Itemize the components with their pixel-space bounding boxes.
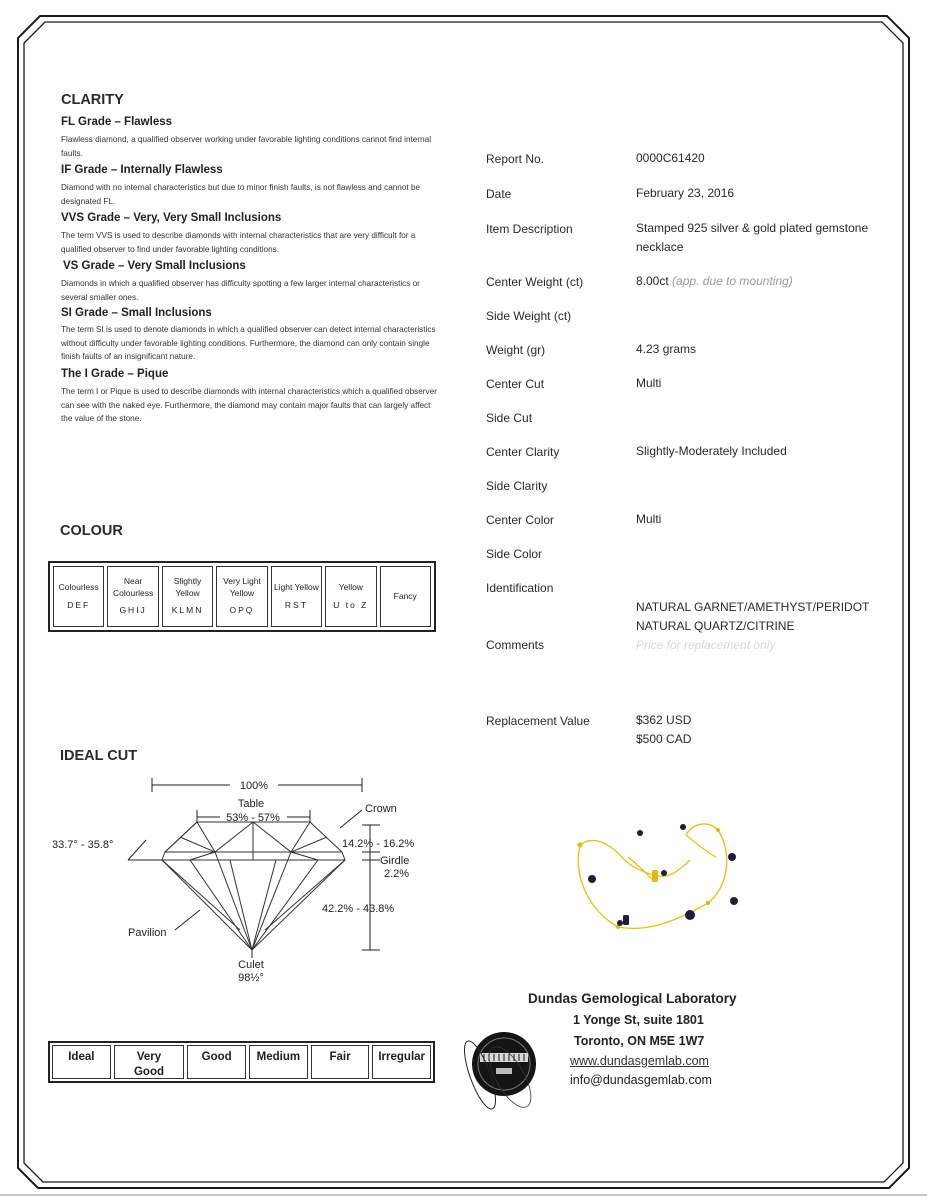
clarity-desc-i: The term I or Pique is used to describe diamonds with internal characteristics which a qualified observer can see with the naked eye. Furthermore, the diamond may contain major faults that can largely affect the value of the stone. [61,387,437,423]
side-cut-label: Side Cut [486,411,533,425]
center-cut-value: Multi [636,376,662,390]
identification-line-1: NATURAL GARNET/AMETHYST/PERIDOT [636,600,870,614]
colour-name: Fancy [393,590,417,601]
colour-codes: DEF [67,599,91,610]
cut-grade-cell: Good [187,1045,246,1079]
clarity-desc-vvs: The term VVS is used to describe diamonds with internal characteristics that are very difficult for a qualified observer to find under favorable lighting conditions. [61,231,416,254]
colour-cell [325,566,376,627]
ideal-cut-title: IDEAL CUT [60,748,138,764]
clarity-title: CLARITY [61,92,124,108]
lab-address-line-2: Toronto, ON M5E 1W7 [574,1034,705,1048]
center-weight-value: 8.00ct [636,274,669,288]
crown-label: Crown [365,803,397,815]
colour-name: Yellow [338,582,363,592]
comments-label: Comments [486,638,545,652]
center-weight-note: (app. due to mounting) [672,274,793,288]
clarity-grade-vvs: VVS Grade – Very, Very Small Inclusions [61,212,282,224]
center-weight-label: Center Weight (ct) [486,275,584,289]
girdle-label: Girdle [380,855,410,867]
clarity-desc-si: The term SI is used to denote diamonds in which a qualified observer can detect internal characteristics without difficulty under favorable lighting conditions. Furthermore, the diamond can only contain single finish faults of an insignificant nature. [61,325,436,361]
center-cut-label: Center Cut [486,377,545,391]
identification-line-2: NATURAL QUARTZ/CITRINE [636,619,795,633]
cut-grade-cell: Medium [249,1045,308,1079]
side-weight-label: Side Weight (ct) [486,309,572,323]
cut-grade-cell: Very Good [114,1045,185,1079]
center-color-label: Center Color [486,513,555,527]
colour-name: Light Yellow [273,582,319,592]
cut-grade-cell: Fair [311,1045,370,1079]
culet-label: Culet [238,959,264,971]
colour-cell [380,566,431,627]
lab-email: info@dundasgemlab.com [570,1073,712,1087]
lab-name: Dundas Gemological Laboratory [528,991,737,1006]
date-value: February 23, 2016 [636,186,735,200]
colour-title: COLOUR [60,523,123,539]
date-label: Date [486,187,512,201]
weight-value: 4.23 grams [636,342,697,356]
cut-grade-table [48,1041,435,1083]
colour-name: Slightly Yellow [173,576,202,598]
colour-cell [162,566,213,627]
colour-codes: OPQ [229,605,255,616]
clarity-grade-fl: FL Grade – Flawless [61,116,173,128]
table-label: Table [237,798,265,810]
colour-scale-table [48,561,436,632]
colour-codes: U to Z [333,599,369,610]
side-clarity-label: Side Clarity [486,479,548,493]
report-no-label: Report No. [486,152,545,166]
girdle-value: 2.2% [384,868,410,880]
center-color-value: Multi [636,512,662,526]
colour-codes: KLMN [171,605,204,616]
center-clarity-value: Slightly-Moderately Included [636,444,787,458]
center-clarity-label: Center Clarity [486,445,560,459]
colour-name: Colourless [58,582,99,592]
colour-cell [107,566,158,627]
pavilion-label: Pavilion [128,927,167,939]
crown-height-label: 14.2% - 16.2% [342,838,415,850]
clarity-grade-i: The I Grade – Pique [61,368,169,380]
replacement-value-label: Replacement Value [486,714,590,728]
clarity-grade-si: SI Grade – Small Inclusions [61,307,212,319]
replacement-cad: $500 CAD [636,732,692,746]
colour-name: Very Light Yellow [223,576,261,598]
clarity-grade-vs: VS Grade – Very Small Inclusions [63,260,246,272]
lab-address-line-1: 1 Yonge St, suite 1801 [573,1013,704,1027]
colour-cell [53,566,104,627]
necklace-image [568,815,758,935]
diamond-proportions-diagram [40,770,440,985]
identification-label: Identification [486,581,554,595]
weight-label: Weight (gr) [486,343,546,357]
clarity-desc-if: Diamond with no internal characteristics but due to minor finish faults, is not flawless and cannot be designated FL. [61,183,421,206]
width-label: 100% [239,780,269,792]
colour-cell [216,566,267,627]
clarity-desc-vs: Diamonds in which a qualified observer has difficulty spotting a few larger internal characteristics or several smaller ones. [61,279,420,302]
colour-codes: RST [284,599,308,610]
colour-codes: GHIJ [119,605,147,616]
comments-value: Price for replacement only [636,638,776,652]
clarity-desc-fl: Flawless diamond, a qualified observer working under favorable lighting conditions cannot find internal faults. [61,135,432,158]
table-range-label: 53% - 57% [226,812,280,824]
lab-seal-stamp [440,1015,560,1115]
side-color-label: Side Color [486,547,543,561]
pavilion-depth-label: 42.2% - 43.8% [322,903,395,915]
lab-website-link[interactable]: www.dundasgemlab.com [570,1054,709,1068]
clarity-grade-if: IF Grade – Internally Flawless [61,164,223,176]
colour-name: Near Colourless [113,576,154,598]
center-weight-value-group [636,272,793,291]
cut-grade-cell: Ideal [52,1045,111,1079]
colour-cell [271,566,322,627]
culet-value: 98½° [238,972,264,984]
report-no-value: 0000C61420 [636,151,705,165]
item-description-label: Item Description [486,222,573,236]
item-description-value: Stamped 925 silver & gold plated gemstone necklace [636,221,869,254]
crown-angle-label: 33.7° - 35.8° [52,839,114,851]
cut-grade-cell: Irregular [372,1045,431,1079]
replacement-usd: $362 USD [636,713,692,727]
